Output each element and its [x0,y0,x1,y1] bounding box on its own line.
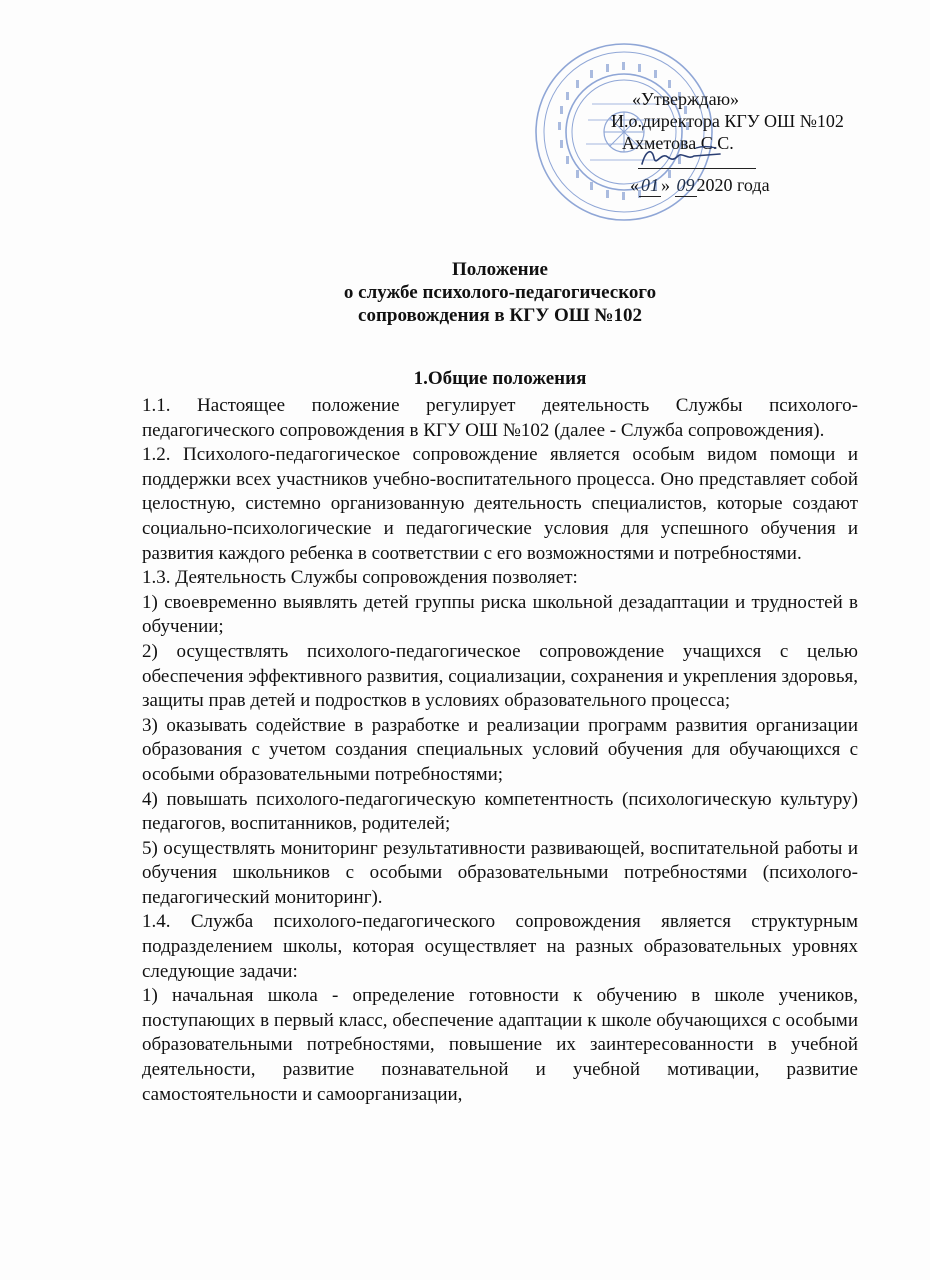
date-quote-open: « [630,175,639,195]
section-heading: 1.Общие положения [413,368,587,389]
title-line-1: Положение [451,259,548,280]
date-quote-close: » [661,175,670,195]
paragraph-1-2: 1.2. Психолого-педагогическое сопровождение является особым видом помощи и поддержки всех участников учебно-воспитательного процесса. Оно представляет собой целостную, системно организованную деятельность специалистов, которые создают социально-психологические и педагогические условия для успешного обучения и развития каждого ребенка в соответствии с его возможностями и потребностями. [142,444,858,564]
list-item-4: 4) повышать психолого-педагогическую компетентность (психологическую культуру) педагогов, воспитанников, родителей; [142,788,858,835]
title-line-2: о службе психолого-педагогического [343,282,657,303]
list-item-primary-school: 1) начальная школа - определение готовности к обучению в школе учеников, поступающих в первый класс, обеспечение адаптации к школе обучающихся с особыми образовательными потребностями, повышение их заинтересованности в учебной деятельности, развитие познавательной и учебной мотивации, развитие самостоятельности и самоорганизации, [142,985,858,1105]
approver-name: Ахметова С.С. [622,133,734,153]
date-year: 2020 года [696,175,770,195]
signature-line [638,168,756,169]
handwritten-signature [636,142,726,170]
approval-date [630,174,770,197]
list-item-2: 2) осуществлять психолого-педагогическое сопровождение учащихся с целью обеспечения эффективного развития, социализации, сохранения и укрепления здоровья, защиты прав детей и подростков в условиях образовательного процесса; [142,640,858,712]
paragraph-1-1: 1.1. Настоящее положение регулирует деятельность Службы психолого-педагогического сопровождения в КГУ ОШ №102 (далее - Служба сопровождения). [142,395,858,441]
approval-heading: «Утверждаю» [632,89,740,109]
document-title [135,258,865,327]
approver-position: И.о.директора КГУ ОШ №102 [611,111,844,131]
title-line-3: сопровождения в КГУ ОШ №102 [358,305,642,326]
list-item-3: 3) оказывать содействие в разработке и реализации программ развития организации образования с учетом создания специальных условий обучения для обучающихся с особыми образовательными потребностями; [142,714,858,785]
section-body [142,394,858,1107]
paragraph-1-4: 1.4. Служба психолого-педагогического сопровождения является структурным подразделением школы, которая осуществляет на разных образовательных уровнях следующие задачи: [142,911,858,982]
list-item-5: 5) осуществлять мониторинг результативности развивающей, воспитательной работы и обучения школьников с особыми образовательными потребностями (психолого-педагогический мониторинг). [142,837,858,908]
date-month: 09 [676,175,695,195]
paragraph-1-3: 1.3. Деятельность Службы сопровождения позволяет: [142,567,578,589]
date-day: 01 [641,175,659,195]
list-item-1: 1) своевременно выявлять детей группы риска школьной дезадаптации и трудностей в обучении; [142,591,858,638]
